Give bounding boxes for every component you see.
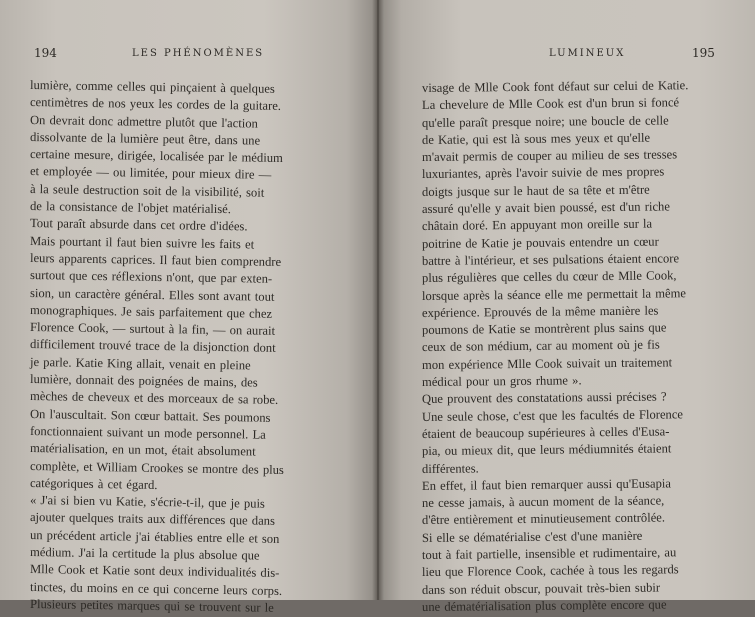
text-line: de la consistance de l'objet matérialisé.: [29, 199, 232, 217]
page-number: 194: [34, 46, 57, 60]
text-line: pia, ou mieux dit, que leurs médiumnités étaient: [421, 441, 672, 459]
text-line: En effet, il faut bien remarquer aussi qu'Eusapia: [421, 476, 671, 493]
text-line: Une seule chose, c'est que les facultés de Florence: [421, 406, 684, 424]
text-line: qu'elle paraît presque noire; une boucle de celle: [421, 113, 669, 130]
text-line: d'être entièrement et minutieusement contrôlée.: [421, 510, 666, 528]
text-line: difficilement trouvé trace de la disjonction dont: [29, 337, 276, 356]
text-line: On devrait donc admettre plutôt que l'action: [29, 112, 258, 131]
text-line: Tout paraît absurde dans cet ordre d'idées.: [29, 216, 248, 234]
text-line: je parle. Katie King allait, venait en pleine: [29, 354, 251, 373]
text-line: m'avait permis de couper au milieu de ses tresses: [421, 147, 678, 165]
text-line: doigts jusque sur le haut de sa tête et m'être: [421, 182, 650, 199]
text-line: une dématérialisation plus complète encore que: [421, 597, 667, 614]
text-line: poitrine de Katie je pouvais entendre un cœur: [421, 234, 659, 251]
left-page-text: [30, 77, 284, 613]
text-line: et employée — ou limitée, pour mieux dire —: [29, 164, 272, 183]
text-line: surtout que ces réflexions n'ont, que par exten-: [29, 268, 273, 287]
text-line: lorsque après la séance elle me permettait la même: [421, 285, 687, 303]
text-line: médical pour un gros rhume ».: [421, 373, 582, 390]
text-line: On l'auscultait. Son cœur battait. Ses poumons: [29, 406, 271, 425]
text-line: battre à l'intérieur, et ses pulsations étaient encore: [421, 251, 680, 268]
text-line: Que prouvent des constatations aussi précises ?: [421, 389, 667, 407]
left-page: [0, 0, 377, 615]
text-line: visage de Mlle Cook font défaut sur celui de Katie.: [421, 78, 689, 95]
text-line: certaine mesure, dirigée, localisée par le médium: [29, 147, 283, 166]
text-line: centimètres de nos yeux les cordes de la guitare.: [29, 95, 282, 114]
text-line: dissolvante de la lumière peut être, dans une: [29, 129, 261, 148]
text-line: mon expérience Mlle Cook suivait un traitement: [421, 355, 673, 372]
book-gutter: [372, 0, 384, 600]
text-line: tinctes, du moins en ce qui concerne leurs corps.: [29, 579, 283, 598]
page-number: 195: [692, 46, 715, 60]
text-line: mèches de cheveux et des morceaux de sa robe.: [29, 389, 279, 408]
text-line: médium. J'ai la certitude la plus absolue que: [29, 545, 260, 563]
text-line: à la seule destruction soit de la visibilité, soit: [29, 181, 265, 200]
text-line: de Katie, qui est là sous mes yeux et qu'elle: [421, 130, 651, 147]
text-line: ne cesse jamais, à aucun moment de la séance,: [421, 493, 665, 511]
text-line: assuré qu'elle y avait bien poussé, est d'un riche: [421, 199, 670, 217]
right-page: [379, 0, 755, 614]
text-line: catégoriques à cet égard.: [29, 475, 158, 492]
text-line: Mais pourtant il faut bien suivre les faits et: [29, 233, 255, 252]
text-line: ceux de son médium, car au moment où je fis: [421, 337, 660, 355]
text-line: étaient de beaucoup supérieures à celles d'Eusa-: [421, 424, 670, 441]
text-line: un précédent article j'ai établies entre elle et son: [29, 527, 280, 546]
text-line: différentes.: [421, 460, 479, 476]
text-line: lieu que Florence Cook, cachée à tous les regards: [421, 562, 679, 580]
text-line: monographiques. Je sais parfaitement que chez: [29, 302, 273, 321]
text-line: ajouter quelques traits aux différences que dans: [29, 510, 276, 529]
text-line: plus régulières que celles du cœur de Mlle Cook,: [421, 268, 677, 286]
text-line: matérialisation, en un mot, était absolument: [29, 441, 256, 459]
running-head: LUMINEUX: [549, 48, 626, 59]
text-line: La chevelure de Mlle Cook est d'un brun si foncé: [421, 95, 680, 113]
right-page-text: [422, 80, 688, 616]
text-line: tout à fait partielle, insensible et rudimentaire, au: [421, 545, 677, 563]
text-line: luxuriantes, après l'avoir suivie de mes propres: [421, 164, 665, 182]
text-line: « J'ai si bien vu Katie, s'écrie-t-il, que je puis: [29, 493, 266, 511]
text-line: lumière, comme celles qui pinçaient à quelques: [29, 78, 275, 96]
text-line: expérience. Eprouvés de la même manière les: [421, 303, 659, 320]
running-head: LES PHÉNOMÈNES: [132, 48, 265, 59]
text-line: Florence Cook, — surtout à la fin, — on aurait: [29, 320, 276, 339]
text-line: dans son réduit obscur, pouvait très-bien subir: [421, 580, 661, 597]
text-line: leurs apparents caprices. Il faut bien comprendre: [29, 250, 282, 269]
text-line: fonctionnaient suivant un mode personnel. La: [29, 423, 266, 442]
text-line: lumière, donnait des poignées de mains, des: [29, 372, 258, 390]
text-line: Mlle Cook et Katie sont deux individualités dis-: [29, 562, 280, 581]
text-line: poumons de Katie se montrèrent plus sains que: [421, 320, 667, 338]
text-line: châtain doré. En appuyant mon oreille sur la: [421, 216, 653, 234]
text-line: Plusieurs petites marques qui se trouvent sur le: [29, 596, 274, 615]
text-line: complète, et William Crookes se montre des plus: [29, 458, 284, 477]
text-line: sion, un caractère général. Elles sont avant tout: [29, 285, 275, 304]
text-line: Si elle se dématérialise c'est d'une manière: [421, 528, 643, 545]
